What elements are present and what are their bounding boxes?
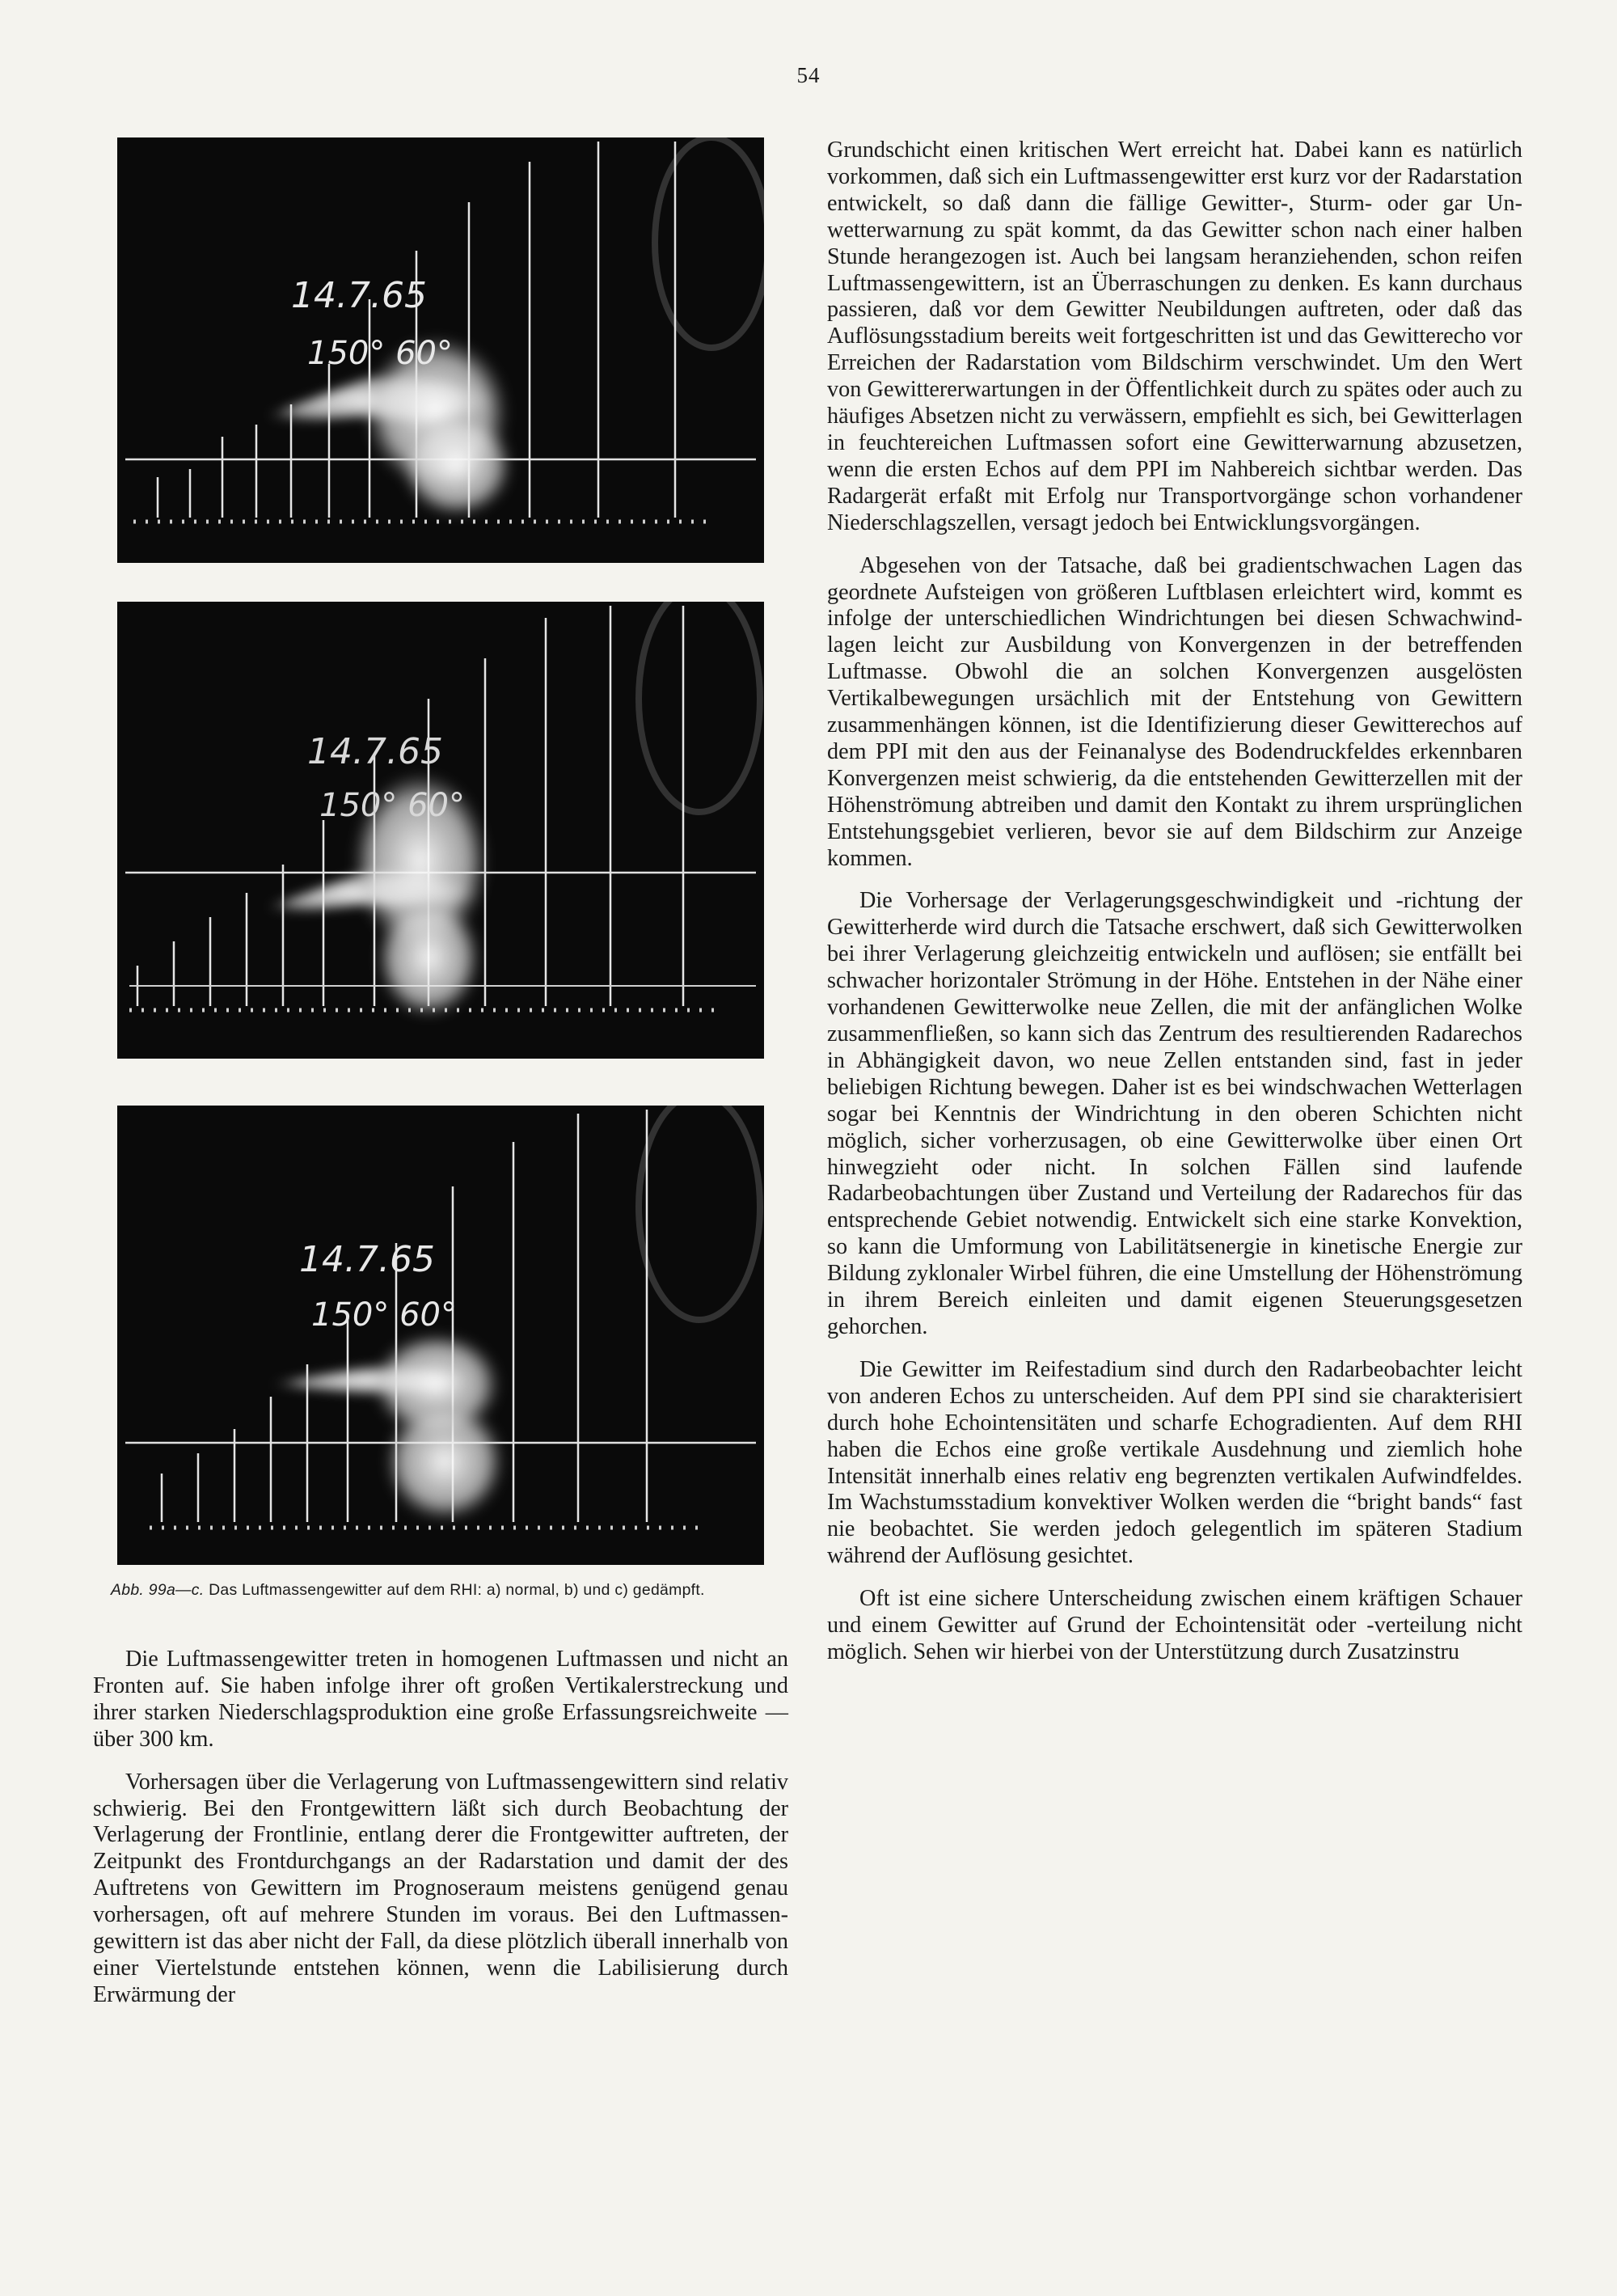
page-number: 54 — [796, 63, 821, 87]
paragraph: Die Vorhersage der Verlagerungsgeschwindigkeit und -richtung der Gewitterherde wird durch die Tatsache erschwert, daß sich Gewitterwolken bei ihrer Verlagerung gleichzeitig entwickeln und auflösen; sie entfällt bei schwacher horizontaler Strömung in der Höhe. Entstehen in der Nähe einer vorhandenen Gewitterwolke neue Zellen, die mit der anfänglichen Wolke zusammenfließen, so kann sich das Zentrum des resultierenden Radarechos in Abhängigkeit davon, wo neue Zellen entstanden sind, fast in jeder beliebigen Richtung bewegen. Daher ist es bei windschwachen Wetterlagen sogar bei Kenntnis der Windrichtung in den oberen Schichten nicht möglich, sicher vorherzusagen, ob eine Gewitterwolke über einen Ort hinwegzieht oder nicht. In solchen Fällen sind laufende Radarbeobachtungen über Zustand und Verteilung der Radarechos für das entsprechende Gebiet notwendig. Entwickelt sich eine starke Konvektion, so kann die Umformung von Labilitätsenergie in kinetische Energie zur Bildung zyklonaler Wirbel führen, die eine Umstellung der Höhenströmung in ihrem Bereich einleiten und damit eigenen Steuerungsgesetzen gehorchen. — [827, 888, 1522, 1339]
paragraph: Die Gewitter im Reifestadium sind durch den Radarbeobachter leicht von anderen Echos zu unterscheiden. Auf dem PPI sind sie charakterisiert durch hohe Echointensitäten und scharfe Echogradienten. Auf dem RHI haben die Echos eine große vertikale Ausdehnung und ziemlich hohe Intensität innerhalb eines relativ eng begrenzten vertikalen Aufwindfeldes. Im Wachstumsstadium konvektiver Wolken werden die “bright bands“ fast nie beobachtet. Sie werden jedoch gelegentlich im späteren Stadium während der Auflösung gesichtet. — [827, 1356, 1522, 1569]
figure-caption — [111, 1581, 766, 1600]
paragraph: Abgesehen von der Tatsache, daß bei gradientschwachen Lagen das geordnete Aufsteigen von größeren Luftblasen erleichtert wird, kommt es infolge der unterschiedlichen Windrichtungen bei diesen Schwachwindlagen leicht zur Ausbildung von Konvergenzen in der betreffenden Luftmasse. Obwohl die an solchen Konvergenzen ausgelösten Vertikalbewegungen ursächlich mit der Entstehung von Gewittern zusammenhängen können, ist die Identifizierung dieser Gewitterechos auf dem PPI mit den aus der Feinanalyse des Bodendruckfeldes erkennbaren Konvergenzen meist schwierig, da die entstehenden Gewitterzellen mit der Höhenströmung abtreiben und damit den Kontakt zu ihrem ursprünglichen Entstehungsgebiet verlieren, bevor sie auf dem Bildschirm zur Anzeige kommen. — [827, 552, 1522, 871]
left-body-text — [93, 1647, 788, 2009]
caption-label: Abb. 99a—c. — [111, 1581, 205, 1599]
right-column — [827, 137, 1522, 1682]
radar-rhi-photo-a — [117, 137, 764, 563]
paragraph: Oft ist eine sichere Unterscheidung zwischen einem kräftigen Schauer und einem Gewitter auf Grund der Echointensität oder -verteilung nicht möglich. Sehen wir hierbei von der Unterstützung durch Zusatzinstru — [827, 1586, 1522, 1664]
rhi-display-c — [117, 1106, 764, 1565]
rhi-display-b — [117, 602, 764, 1059]
annotation-angles: 150° 60° — [311, 1296, 457, 1334]
left-column — [93, 137, 788, 2025]
paragraph: Vorhersagen über die Verlagerung von Luftmassengewittern sind relativ schwierig. Bei den Frontgewittern läßt sich durch Beobachtung der Verlagerung der Frontlinie, entlang derer die Frontgewitter auftreten, der Zeitpunkt des Frontdurchgangs an der Radarstation und damit der des Auftretens von Gewittern im Prognoseraum meistens genügend genau vorhersagen, oft auf mehrere Stunden im voraus. Bei den Luftmassengewittern ist das aber nicht der Fall, da diese plötzlich überall innerhalb von einer Viertelstunde entstehen können, wenn die Labilisierung durch Erwärmung der — [93, 1769, 788, 2007]
caption-text: Das Luftmassengewitter auf dem RHI: a) normal, b) und c) gedämpft. — [209, 1581, 705, 1599]
paragraph: Grundschicht einen kritischen Wert erreicht hat. Dabei kann es natürlich vorkommen, daß sich ein Luftmassengewitter erst kurz vor der Radarstation entwickelt, so daß dann die fällige Gewitter-, Sturm- oder gar Unwetterwarnung zu spät kommt, da das Gewitter schon nach einer halben Stunde herangezogen ist. Auch bei langsam heranziehenden, schon reifen Luftmassengewittern, ist an Überraschungen zu denken. Es kann durchaus passieren, daß vor dem Gewitter Neubildungen auftreten, oder daß das Auflösungsstadium bereits weit fortgeschritten ist und das Gewitterecho vor Erreichen der Radarstation vom Bildschirm verschwindet. Um den Wert von Gewittererwartungen in der Öffentlichkeit durch zu spätes oder auch zu häufiges Absetzen nicht zu verwässern, empfiehlt es sich, bei Gewitterlagen in feuchtereichen Luftmassen sofort eine Gewitterwarnung abzusetzen, wenn die ersten Echos auf dem PPI im Nahbereich sichtbar werden. Das Radargerät erfaßt mit Erfolg nur Transportvorgänge schon vorhandener Niederschlagszellen, versagt jedoch bei Entwicklungsvorgängen. — [827, 137, 1522, 535]
annotation-angles: 150° 60° — [307, 335, 453, 372]
annotation-date: 14.7.65 — [291, 275, 427, 316]
paragraph: Die Luftmassengewitter treten in homogenen Luftmassen und nicht an Fronten auf. Sie haben infolge ihrer oft großen Vertikalerstreckung und ihrer starken Niederschlagsproduktion eine große Erfassungsreichweite — über 300 km. — [93, 1647, 788, 1752]
radar-rhi-photo-c — [117, 1106, 764, 1565]
annotation-angles: 150° 60° — [319, 787, 465, 824]
annotation-date: 14.7.65 — [299, 1239, 435, 1280]
rhi-display-a — [117, 137, 764, 563]
radar-rhi-photo-b — [117, 602, 764, 1059]
annotation-date: 14.7.65 — [307, 731, 443, 772]
